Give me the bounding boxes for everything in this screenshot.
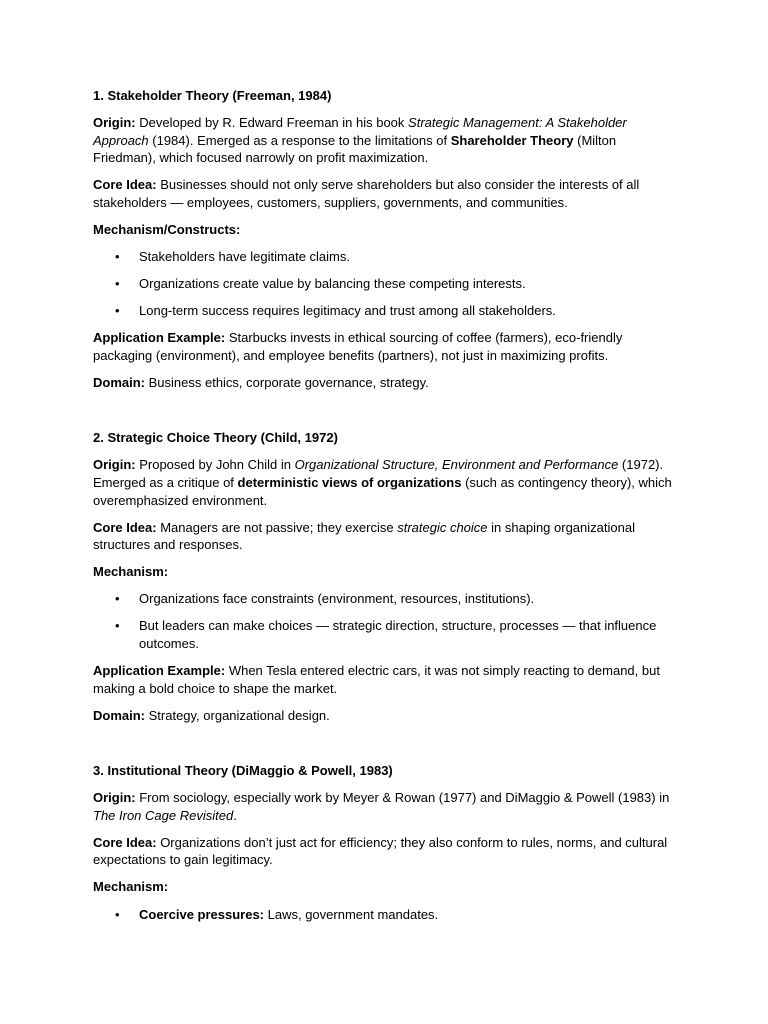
list-item-text: Organizations face constraints (environment, resources, institutions). (139, 591, 535, 607)
list-item-text: Long-term success requires legitimacy and trust among all stakeholders. (139, 303, 556, 319)
domain-paragraph (93, 707, 678, 725)
bullet-icon: • (115, 303, 120, 319)
emphasis-text: deterministic views of organizations (237, 474, 462, 490)
domain-label: Domain: (93, 707, 145, 723)
origin-text: (1972). Emerged as a critique of (93, 457, 664, 490)
book-title: Organizational Structure, Environment and Performance (294, 457, 619, 473)
core-idea-label: Core Idea: (93, 177, 157, 193)
mechanism-list (93, 906, 678, 924)
core-idea-label: Core Idea: (93, 834, 157, 850)
origin-text: (1984). Emerged as a response to the limitations of (148, 132, 451, 148)
application-label: Application Example: (93, 330, 226, 346)
origin-label: Origin: (93, 790, 136, 806)
bullet-icon: • (115, 591, 120, 607)
section-stakeholder-theory (93, 87, 678, 392)
core-idea-text: Businesses should not only serve shareholders but also consider the interests of all stakeholders — employees, customers, suppliers, governments, and communities. (93, 177, 640, 210)
application-paragraph (93, 662, 678, 697)
core-idea-text: Organizations don’t just act for efficiency; they also conform to rules, norms, and cultural expectations to gain legitimacy. (93, 834, 668, 868)
origin-paragraph (93, 456, 678, 509)
core-idea-paragraph (93, 834, 678, 869)
list-item-text: Stakeholders have legitimate claims. (139, 249, 350, 265)
application-text: When Tesla entered electric cars, it was not simply reacting to demand, but making a bold choice to shape the market. (93, 663, 660, 696)
list-item (93, 275, 678, 293)
core-idea-paragraph (93, 519, 678, 554)
origin-text: From sociology, especially work by Meyer & Rowan (1977) and DiMaggio & Powell (1983) in (135, 790, 670, 806)
section-heading: 2. Strategic Choice Theory (Child, 1972) (93, 430, 338, 446)
bullet-icon: • (115, 249, 120, 265)
emphasis-italic: strategic choice (397, 519, 488, 535)
origin-text: Proposed by John Child in (135, 457, 295, 473)
emphasis-text: Shareholder Theory (450, 132, 574, 148)
list-item (93, 906, 678, 924)
domain-label: Domain: (93, 375, 145, 391)
application-text: Starbucks invests in ethical sourcing of coffee (farmers), eco-friendly packaging (environment), and employee benefits (partners), not just in maximizing profits. (93, 330, 623, 364)
origin-label: Origin: (93, 457, 136, 473)
book-title: The Iron Cage Revisited (93, 807, 234, 823)
mechanism-label: Mechanism/Constructs: (93, 222, 241, 238)
list-item-label: Coercive pressures: (139, 906, 265, 922)
list-item (93, 590, 678, 608)
section-heading: 1. Stakeholder Theory (Freeman, 1984) (93, 88, 332, 103)
mechanism-list (93, 590, 678, 652)
core-idea-text: in shaping organizational structures and responses. (93, 519, 635, 553)
mechanism-list (93, 248, 678, 320)
application-paragraph (93, 329, 678, 364)
list-item-text: But leaders can make choices — strategic direction, structure, processes — that influence outcomes. (139, 618, 657, 652)
domain-text: Strategy, organizational design. (145, 707, 330, 723)
core-idea-label: Core Idea: (93, 519, 157, 535)
book-title: Strategic Management: A Stakeholder Approach (93, 115, 627, 148)
core-idea-text: Managers are not passive; they exercise (156, 519, 398, 535)
section-spacer (93, 734, 678, 762)
origin-paragraph (93, 114, 678, 167)
list-item (93, 617, 678, 652)
bullet-icon: • (115, 618, 120, 634)
origin-paragraph (93, 789, 678, 824)
list-item-text: Organizations create value by balancing these competing interests. (139, 276, 526, 292)
mechanism-label: Mechanism: (93, 564, 169, 580)
bullet-icon: • (115, 276, 120, 292)
origin-label: Origin: (93, 115, 136, 131)
core-idea-paragraph (93, 176, 678, 211)
section-strategic-choice-theory (93, 429, 678, 724)
origin-text: (such as contingency theory), which overemphasized environment. (93, 474, 672, 508)
domain-text: Business ethics, corporate governance, strategy. (145, 375, 429, 391)
section-institutional-theory (93, 762, 678, 923)
list-item-text: Laws, government mandates. (264, 906, 439, 922)
mechanism-label: Mechanism: (93, 879, 169, 895)
domain-paragraph (93, 374, 678, 392)
section-spacer (93, 401, 678, 429)
origin-text: (Milton Friedman), which focused narrowly on profit maximization. (93, 132, 617, 166)
origin-text: Developed by R. Edward Freeman in his book (135, 115, 409, 131)
section-heading: 3. Institutional Theory (DiMaggio & Powell, 1983) (93, 762, 393, 778)
application-label: Application Example: (93, 663, 226, 679)
list-item (93, 248, 678, 266)
origin-text: . (233, 807, 237, 823)
document-body (93, 87, 678, 933)
list-item (93, 302, 678, 320)
bullet-icon: • (115, 906, 120, 922)
